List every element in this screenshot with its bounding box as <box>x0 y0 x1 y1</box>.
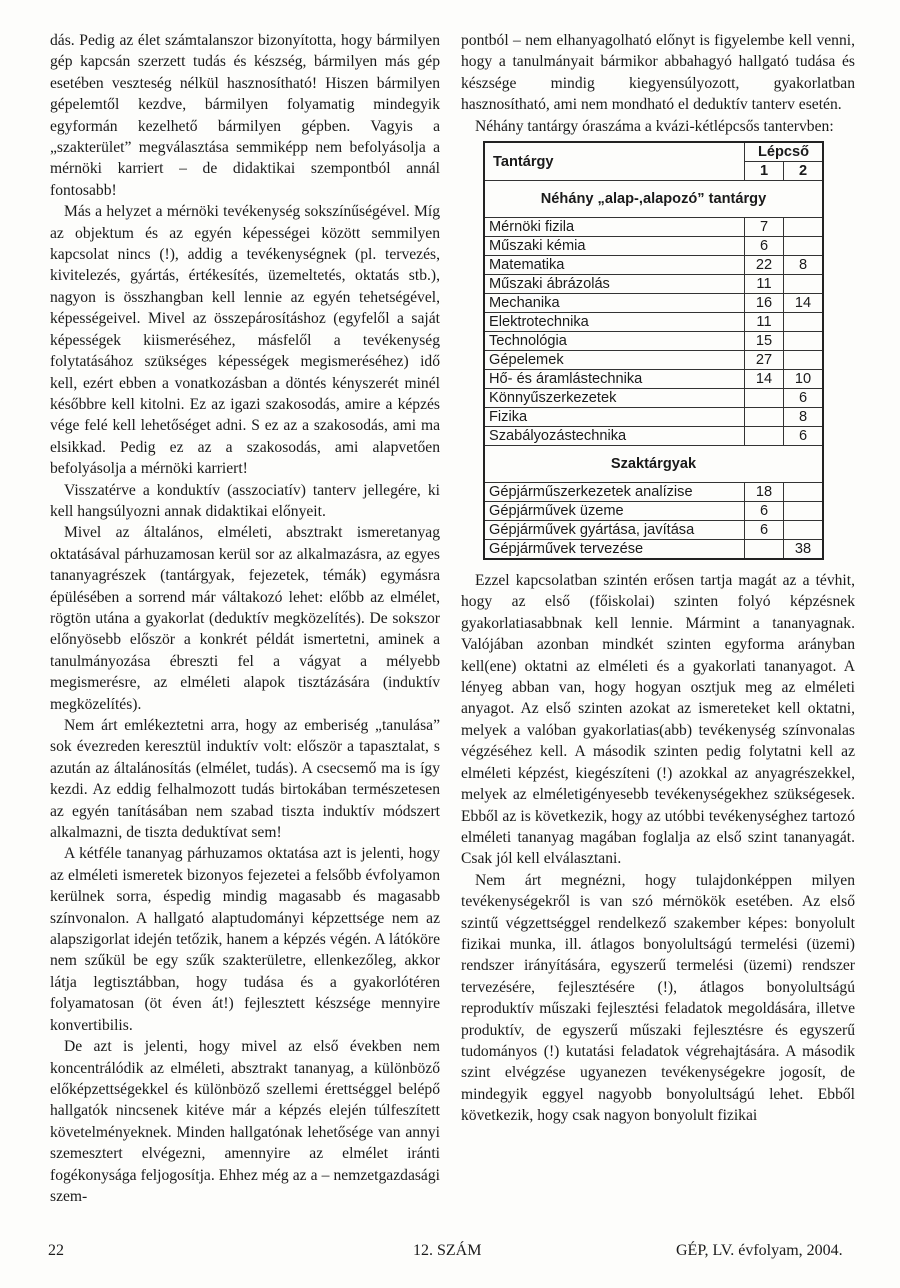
paragraph: De azt is jelenti, hogy mivel az első években nem koncentrálódik az elméleti, absztrakt tananyag, a különböző előképzettségekkel és különböző szellemi érettséggel belépő hallgatók nincsenek kitéve már a képzés elején túlfeszített követelményeknek. Minden hallgatónak lehetősége van annyi szemesztert elvégezni, amennyire az elmélet iránti fogékonysága feljogosítja. Ehhez még az a – nemzetgazdasági szem- <box>50 1038 440 1205</box>
paragraph: Visszatérve a konduktív (asszociatív) tanterv jellegére, ki kell hangsúlyozni annak didaktikai előnyeit. <box>50 481 440 520</box>
journal-label: GÉP, LV. évfolyam, 2004. <box>676 1242 843 1259</box>
section-special-title: Szaktárgyak <box>484 446 823 483</box>
table-row <box>484 218 823 237</box>
course-hours-table <box>483 141 824 560</box>
subject-cell: Gépjárművek üzeme <box>484 502 745 521</box>
hours-cell-s1: 6 <box>745 237 784 256</box>
table-row <box>484 540 823 560</box>
subject-cell: Matematika <box>484 256 745 275</box>
subject-cell: Mérnöki fizila <box>484 218 745 237</box>
issue-label: 12. SZÁM <box>413 1242 482 1259</box>
hours-cell-s1: 15 <box>745 332 784 351</box>
hours-cell-s1: 18 <box>745 483 784 502</box>
section-row <box>484 181 823 218</box>
table-row <box>484 483 823 502</box>
hours-cell-s2 <box>784 483 824 502</box>
hours-cell-s2 <box>784 332 824 351</box>
subject-cell: Műszaki ábrázolás <box>484 275 745 294</box>
subject-cell: Gépelemek <box>484 351 745 370</box>
hours-cell-s1: 7 <box>745 218 784 237</box>
hours-cell-s1: 14 <box>745 370 784 389</box>
hours-cell-s2 <box>784 313 824 332</box>
table-row <box>484 256 823 275</box>
hours-cell-s1: 22 <box>745 256 784 275</box>
hours-cell-s2: 38 <box>784 540 824 560</box>
hours-cell-s1 <box>745 389 784 408</box>
table-row <box>484 389 823 408</box>
hours-cell-s2 <box>784 237 824 256</box>
subject-cell: Technológia <box>484 332 745 351</box>
table-row <box>484 332 823 351</box>
hours-cell-s1: 11 <box>745 313 784 332</box>
hours-cell-s2: 14 <box>784 294 824 313</box>
hours-cell-s1 <box>745 540 784 560</box>
col-header-stage-2: 2 <box>784 162 824 181</box>
table-row <box>484 502 823 521</box>
paragraph: Mivel az általános, elméleti, absztrakt ismeretanyag oktatásával párhuzamosan kerül sor az alkalmazásra, az egyes tananyagrészek (tantárgyak, fejezetek, témák) egymásra épülésében a sorrend már váltakozó lehet: előbb az elmélet, rögtön utána a gyakorlat (deduktív megközelítés). De sokszor előnyösebb először a konkrét példát ismertetni, aminek a tanulmányozása ébreszti fel a vágyat a mélyebb megismerésre, az elméleti alapok tisztázására (induktív megközelítés). <box>50 524 440 713</box>
subject-cell: Gépjárművek tervezése <box>484 540 745 560</box>
paragraph: Más a helyzet a mérnöki tevékenység sokszínűségével. Míg az objektum és az egyén képességei között semmilyen kapcsolat nincs (!), addig a tevékenységnek (pl. tervezés, kivitelezés, gyártás, értékesítés, üzemeltetés, oktatás stb.), nagyon is összhangban kell lennie az egyén tehetségével, képességeivel. Mivel az összepárosításhoz (egyfelől a saját képességek kiismeréséhez, másfelől a tevékenység folytatásához szükséges képességek megismeréséhez) idő kell, ezért ebben a vonatkozásban a döntés kényszerét minél későbbre kell kitolni. Ez az igazi szakosodás, amire a képzés vége felé kell lehetőséget adni. S ez az a szakosodás, ami ma elsikkad. Pedig ez az a szakosodás, ami alapvetően befolyásolja a mérnöki karriert! <box>50 203 440 478</box>
hours-cell-s1: 6 <box>745 521 784 540</box>
col-header-stage: Lépcső <box>745 142 824 162</box>
hours-cell-s2: 10 <box>784 370 824 389</box>
table-row <box>484 427 823 446</box>
subject-cell: Hő- és áramlástechnika <box>484 370 745 389</box>
paragraph: A kétféle tananyag párhuzamos oktatása azt is jelenti, hogy az elméleti ismeretek bizonyos fejezetei a felsőbb évfolyamon kerülnek sorra, éspedig mindig magasabb és magasabb színvonalon. A hallgató alaptudományi képzettsége nem az alapszigorlat idején tetőzik, hanem a képzés végén. A látóköre nem szűkül be egy szűk szakterületre, ellenkezőleg, akkor látja legtisztábban, hogy tudása és a gyakorlótéren folyamatosan (öt éven át!) fejlesztett készsége mennyire konvertibilis. <box>50 845 440 1034</box>
subject-cell: Gépjárművek gyártása, javítása <box>484 521 745 540</box>
col-header-subject: Tantárgy <box>484 142 745 181</box>
hours-cell-s1 <box>745 427 784 446</box>
subject-cell: Könnyűszerkezetek <box>484 389 745 408</box>
subject-cell: Szabályozástechnika <box>484 427 745 446</box>
paragraph: Néhány tantárgy óraszáma a kvázi-kétlépcsős tantervben: <box>475 117 834 135</box>
col-header-stage-1: 1 <box>745 162 784 181</box>
subject-cell: Gépjárműszerkezetek analízise <box>484 483 745 502</box>
hours-cell-s2 <box>784 218 824 237</box>
paragraph: pontból – nem elhanyagolható előnyt is figyelembe kell venni, hogy a tanulmányait bármikor abbahagyó hallgató tudása és készsége mindig kiegyensúlyozott, gyakorlatban hasznosítható, ami nem mondható el deduktív tanterv esetén. <box>461 32 855 114</box>
hours-cell-s1 <box>745 408 784 427</box>
hours-cell-s2 <box>784 351 824 370</box>
section-row <box>484 446 823 483</box>
table-row <box>484 370 823 389</box>
table-header-row <box>484 142 823 162</box>
table-row <box>484 351 823 370</box>
table-row <box>484 294 823 313</box>
subject-cell: Elektrotechnika <box>484 313 745 332</box>
subject-cell: Fizika <box>484 408 745 427</box>
hours-cell-s2: 6 <box>784 389 824 408</box>
table-row <box>484 275 823 294</box>
paragraph: Nem árt emlékeztetni arra, hogy az emberiség „tanulása” sok évezreden keresztül induktív volt: először a tapasztalat, s azután az általánosítás (elmélet, tudás). A csecsemő ma is így kezdi. Az eddig felhalmozott tudás birtokában természetesen az egyén tanításában nem szabad tiszta induktív módszert alkalmazni, de tiszta deduktívat sem! <box>50 717 440 842</box>
table-row <box>484 313 823 332</box>
paragraph: Ezzel kapcsolatban szintén erősen tartja magát az a tévhit, hogy az első (főiskolai) szinten folyó képzésnek gyakorlatiasabbnak kell lennie. Mármint a tananyagnak. Valójában azonban mindkét szinten egyforma arányban kell(ene) oktatni az elméleti és a gyakorlati tananyagot. A lényeg abban van, hogy hogyan osztjuk meg az elméleti anyagot. Az első szinten azokat az ismereteket kell oktatni, melyek a valóban gyakorlatias(abb) tevékenység színvonalas végzéséhez kell. A második szinten pedig folytatni kell az elméleti képzést, kiegészíteni (!) azokkal az anyagrészekkel, melyek az elméletigényesebb tevékenységekhez szükségesek. Ebből az is következik, hogy az utóbbi tevékenységhez tartozó elméleti tananyag magában foglalja az első szint tananyagát. Csak jól kell elválasztani. <box>461 572 855 868</box>
hours-cell-s2: 8 <box>784 256 824 275</box>
hours-cell-s1: 6 <box>745 502 784 521</box>
course-hours-table-wrap <box>483 141 824 560</box>
hours-cell-s1: 11 <box>745 275 784 294</box>
section-basic-title: Néhány „alap-,alapozó” tantárgy <box>484 181 823 218</box>
hours-cell-s2: 8 <box>784 408 824 427</box>
subject-cell: Műszaki kémia <box>484 237 745 256</box>
paragraph: Nem árt megnézni, hogy tulajdonképpen milyen tevékenységekről is van szó mérnökök esetében. Az első szintű végzettséggel rendelkező szakember képes: bonyolult fizikai munka, ill. átlagos bonyolultságú termelési (üzemi) rendszer irányítására, egyszerű termelési (üzemi) rendszer tervezésére, fejlesztésére (!), átlagos bonyolultságú reproduktív műszaki fejlesztési feladatok megoldására, illetve produktív, de egyszerű műszaki fejlesztésre és egyszerű tudományos (!) kutatási feladatok végrehajtására. A második szint elvégzése ugyanezen tevékenységekre jogosít, de mindegyik eggyel nagyobb bonyolultságú lehet. Ebből következik, hogy csak nagyon bonyolult fizikai <box>461 871 855 1125</box>
paragraph: dás. Pedig az élet számtalanszor bizonyította, hogy bármilyen gép kapcsán szerzett tudás és készség, bármilyen más gép esetében veszteség nélkül hasznosítható! Hiszen bármilyen gépelemtől kezdve, bármilyen folyamatig mindegyik egyformán kezelhető bármilyen gépben. Vagyis a „szakterület” megválasztása semmiképp nem befolyásolja a mérnöki karriert – de didaktikai szempontból annál fontosabb! <box>50 32 440 199</box>
hours-cell-s2 <box>784 521 824 540</box>
right-column <box>461 30 855 1127</box>
hours-cell-s2 <box>784 502 824 521</box>
table-row <box>484 521 823 540</box>
left-column <box>50 30 440 1207</box>
hours-cell-s2 <box>784 275 824 294</box>
table-row <box>484 237 823 256</box>
table-row <box>484 408 823 427</box>
hours-cell-s2: 6 <box>784 427 824 446</box>
subject-cell: Mechanika <box>484 294 745 313</box>
hours-cell-s1: 27 <box>745 351 784 370</box>
page-number: 22 <box>48 1242 64 1259</box>
hours-cell-s1: 16 <box>745 294 784 313</box>
